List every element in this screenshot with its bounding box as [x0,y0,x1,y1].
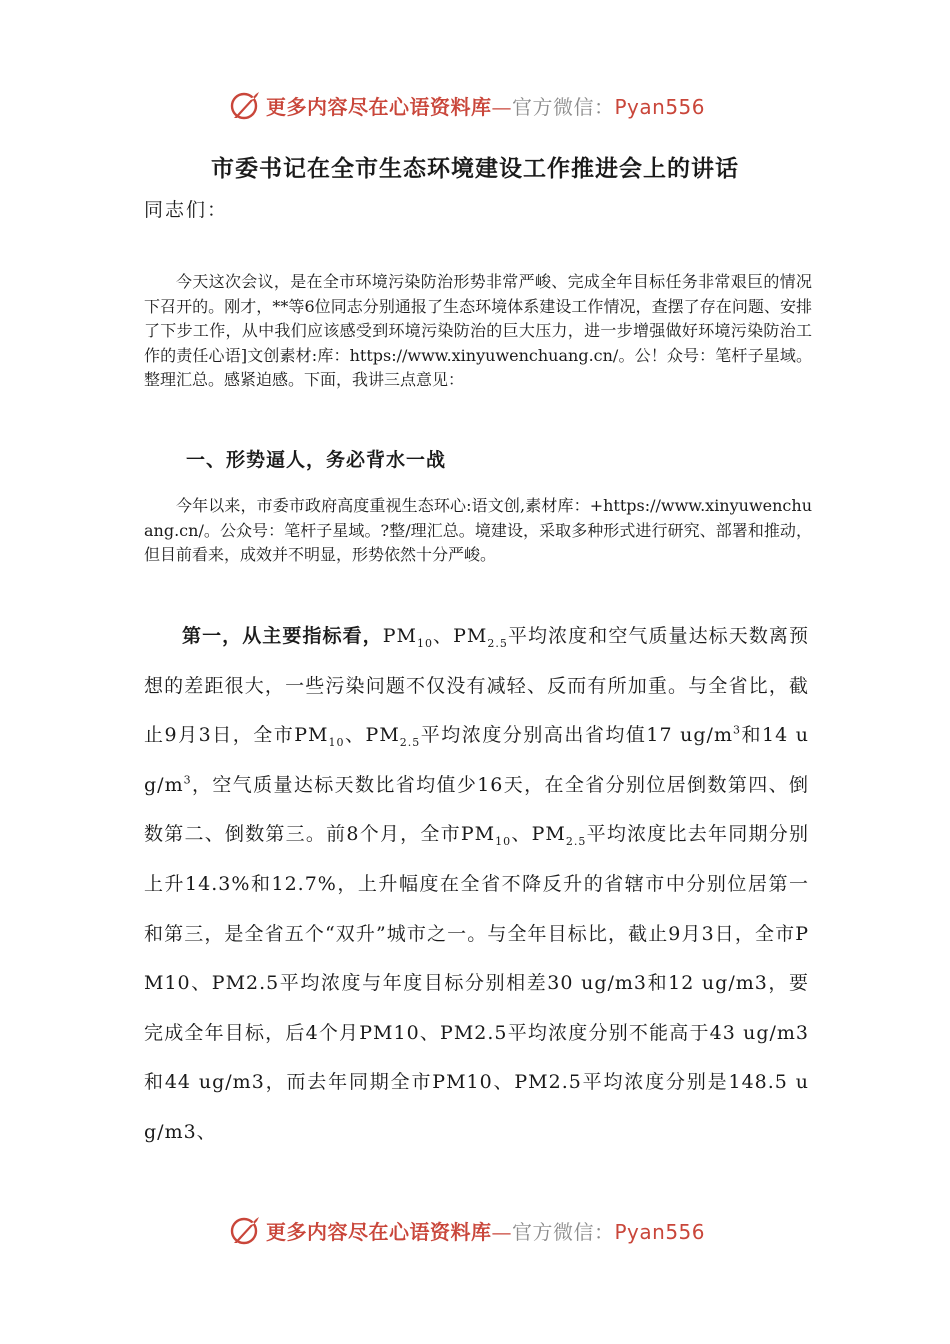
banner-text: 更多内容尽在心语资料库—官方微信：Pyan556 [266,1219,706,1244]
salutation: 同志们： [144,199,229,221]
paragraph-indicators: 第一，从主要指标看，$PM_{10}$、$PM_{2.5}$平均浓度和空气质量达标天数离预想的差距很大，一些污染问题不仅没有减轻、反而有所加重。与全省比，截止9月3日，全市$PM_{10}$、$PM_{2.5}$平均浓度分别高出省均值17 $ug/m^3$和14 $ug/m^3$，空气质量达标天数比省均值少16天，在全省分别位居倒数第四、倒数第二、倒数第三。前8个月，全市$PM_{10}$、$PM_{2.5}$平均浓度比去年同期分别上升14.3%和12.7%，上升幅度在全省不降反升的省辖市中分别位居第一和第三，是全省五个“双升”城市之一。与全年目标比，截止9月3日，全市PM10、PM2.5平均浓度与年度目标分别相差30 ug/m3和12 ug/m3，要完成全年目标，后4个月PM10、PM2.5平均浓度分别不能高于43 ug/m3和44 ug/m3，而去年同期全市PM10、PM2.5平均浓度分别是148.5 ug/m3、 [144,625,809,1143]
footer-banner [0,1210,950,1250]
section-heading-1: 一、形势逼人，务必背水一战 [186,449,447,471]
document-title: 市委书记在全市生态环境建设工作推进会上的讲话 [211,155,739,182]
paragraph-lead: 第一，从主要指标看， [182,625,383,647]
quill-pen-logo-icon [228,88,262,122]
banner-text: 更多内容尽在心语资料库—官方微信：Pyan556 [266,94,706,119]
header-banner [0,85,950,125]
quill-pen-logo-icon [228,1213,262,1247]
paragraph-situation: 今年以来，市委市政府高度重视生态环心:语文创,素材库：+https://www.xinyuwenchuang.cn/。公众号：笔杆子星域。?整/理汇总。境建设，采取多种形式进行研究、部署和推动，但目前看来，成效并不明显，形势依然十分严峻。 [144,496,812,564]
paragraph-intro: 今天这次会议，是在全市环境污染防治形势非常严峻、完成全年目标任务非常艰巨的情况下召开的。刚才，**等6位同志分别通报了生态环境体系建设工作情况，查摆了存在问题、安排了下步工作，从中我们应该感受到环境污染防治的巨大压力，进一步增强做好环境污染防治工作的责任心语]文创素材:库：https://www.xinyuwenchuang.cn/。公！众号：笔杆子星域。整理汇总。感紧迫感。下面，我讲三点意见： [144,272,812,389]
